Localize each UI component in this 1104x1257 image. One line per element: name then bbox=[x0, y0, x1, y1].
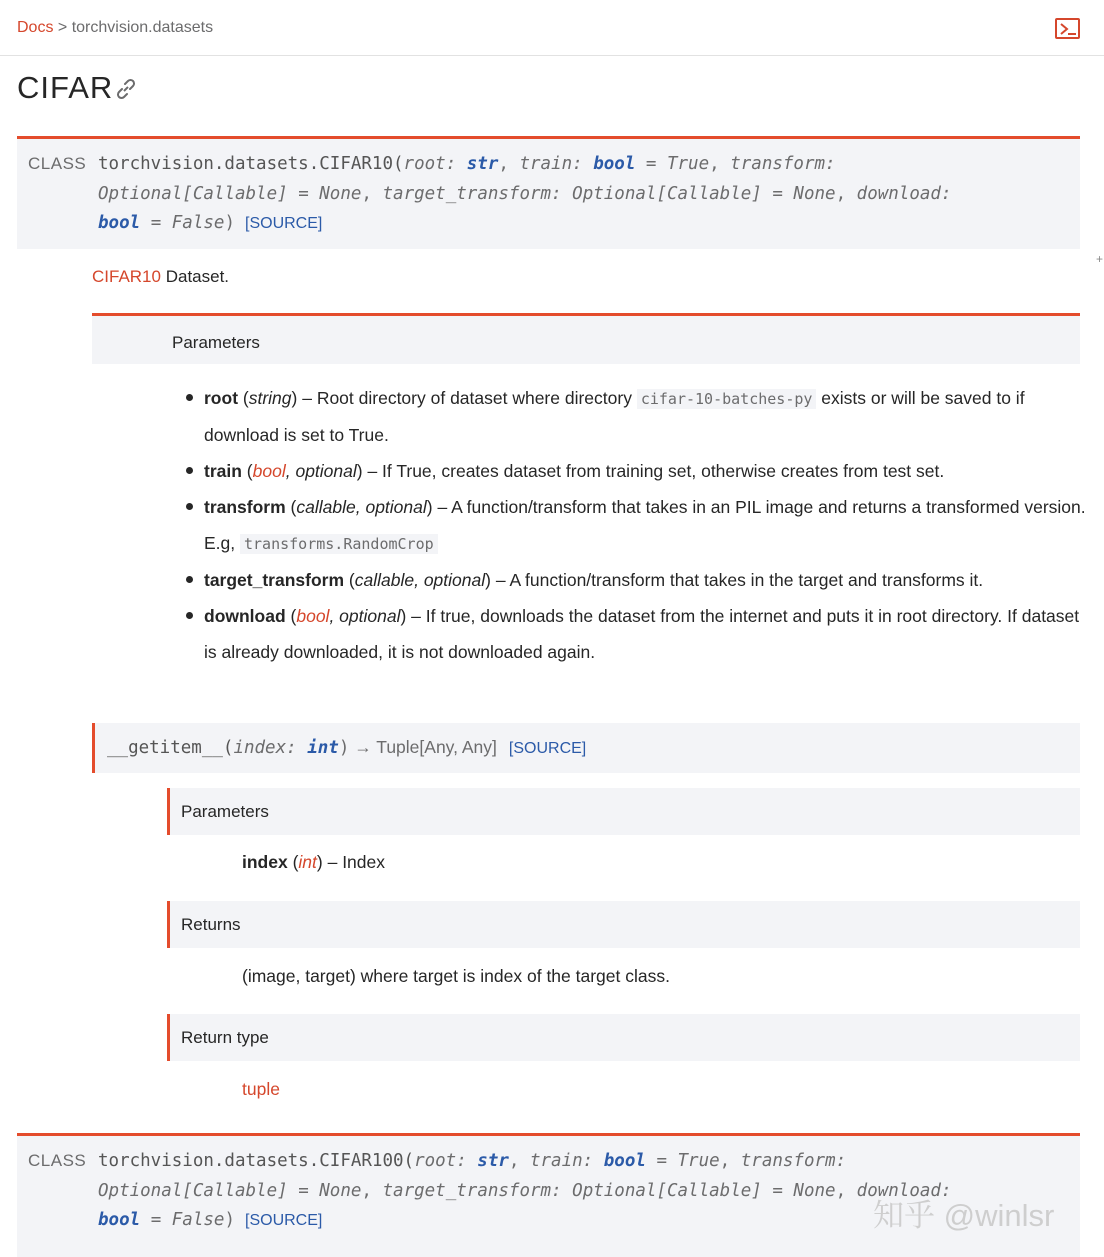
type-int: int bbox=[307, 738, 339, 758]
parameters-header bbox=[92, 313, 1080, 364]
source-link[interactable]: [SOURCE] bbox=[508, 740, 587, 757]
plus-marker: + bbox=[1096, 252, 1104, 266]
list-item: target_transform (callable, optional) – A function/transform that takes in the target and transforms it. bbox=[186, 562, 1086, 598]
param-name: download bbox=[204, 606, 286, 626]
returns-label: Returns bbox=[181, 915, 241, 934]
signature-line-2 bbox=[98, 1181, 951, 1201]
param-name: index bbox=[242, 852, 288, 872]
type-link[interactable]: bool bbox=[252, 461, 286, 481]
param-type: callable, optional bbox=[354, 570, 486, 590]
param-name: transform bbox=[204, 497, 286, 517]
getitem-signature bbox=[92, 723, 1080, 773]
cifar10-link[interactable]: CIFAR10 bbox=[92, 267, 161, 286]
param-type: , optional bbox=[329, 606, 401, 626]
sep: , bbox=[709, 154, 731, 174]
param-type: string bbox=[248, 388, 292, 408]
param-download: download: bbox=[856, 1181, 952, 1201]
default-true: = True bbox=[645, 1151, 720, 1171]
default-true: = True bbox=[635, 154, 710, 174]
sep: , bbox=[361, 1181, 383, 1201]
parameter-list bbox=[186, 380, 1086, 670]
default-none: = None bbox=[287, 1181, 362, 1201]
return-annotation: Tuple[Any, Any] bbox=[376, 737, 497, 757]
breadcrumb-bar bbox=[0, 0, 1104, 56]
sep: , bbox=[508, 1151, 530, 1171]
close-paren: ) bbox=[224, 1210, 235, 1230]
param-transform: transform: bbox=[730, 154, 836, 174]
returns-header bbox=[167, 901, 1080, 948]
close-paren: ) bbox=[338, 738, 350, 758]
link-icon[interactable] bbox=[113, 76, 139, 102]
source-link[interactable]: [SOURCE] bbox=[245, 215, 323, 232]
param-name: root bbox=[204, 388, 239, 408]
return-arrow: → bbox=[349, 737, 377, 757]
type-optional-callable: Optional[Callable] bbox=[572, 1181, 762, 1201]
param-type: callable, optional bbox=[296, 497, 427, 517]
list-item: transform (callable, optional) – A function/transform that takes in an PIL image and returns a transformed version. E.g, transforms.RandomCrop bbox=[186, 489, 1086, 562]
param-target-transform: target_transform: bbox=[382, 1181, 573, 1201]
terminal-toggle-button[interactable] bbox=[1055, 18, 1080, 39]
getitem-param: index (int) – Index bbox=[242, 852, 386, 872]
param-target-transform: target_transform: bbox=[382, 184, 573, 204]
list-item: train (bool, optional) – If True, creates dataset from training set, otherwise creates from test set. bbox=[186, 453, 1086, 489]
close-paren: ) bbox=[224, 213, 235, 233]
terminal-icon bbox=[1059, 22, 1077, 36]
param-name: train bbox=[204, 461, 242, 481]
signature-line-2 bbox=[98, 184, 951, 204]
signature-line-3 bbox=[98, 213, 322, 233]
sep: , bbox=[835, 1181, 857, 1201]
class-qualname: torchvision.datasets.CIFAR100( bbox=[98, 1151, 415, 1171]
param-type: , optional bbox=[285, 461, 357, 481]
sep: , bbox=[835, 184, 857, 204]
type-bool: bool bbox=[98, 213, 141, 233]
param-desc: – A function/transform that takes in an PIL image and returns a transformed version. E.g, bbox=[204, 497, 1086, 553]
param-desc: – A function/transform that takes in the target and transforms it. bbox=[490, 570, 984, 590]
param-name: target_transform bbox=[204, 570, 345, 590]
type-bool: bool bbox=[98, 1210, 141, 1230]
description-text: Dataset. bbox=[160, 267, 230, 286]
type-optional-callable: Optional[Callable] bbox=[572, 184, 762, 204]
inline-code: cifar-10-batches-py bbox=[637, 389, 817, 409]
param-desc: – If True, creates dataset from training set, otherwise creates from test set. bbox=[362, 461, 945, 481]
default-none: = None bbox=[761, 184, 836, 204]
default-none: = None bbox=[761, 1181, 836, 1201]
param-train: train: bbox=[519, 154, 594, 174]
method-name: __getitem__( bbox=[107, 738, 234, 758]
type-link[interactable]: bool bbox=[296, 606, 330, 626]
watermark: 知乎 @winlsr bbox=[873, 1198, 1055, 1233]
default-false: = False bbox=[140, 1210, 225, 1230]
paren: ) bbox=[291, 388, 298, 408]
signature-line-1 bbox=[98, 1151, 846, 1171]
breadcrumb-current: torchvision.datasets bbox=[71, 19, 214, 36]
cifar10-signature bbox=[17, 136, 1080, 249]
default-none: = None bbox=[287, 184, 362, 204]
param-desc: – Index bbox=[322, 852, 386, 872]
page-title: CIFAR bbox=[17, 70, 114, 105]
param-transform: transform: bbox=[740, 1151, 847, 1171]
parameters-label: Parameters bbox=[172, 333, 260, 352]
class-qualname: torchvision.datasets.CIFAR10( bbox=[98, 154, 404, 174]
param-root: root: bbox=[403, 154, 467, 174]
return-type-label: Return type bbox=[181, 1028, 269, 1047]
inline-code: transforms.RandomCrop bbox=[240, 534, 438, 554]
class-description bbox=[92, 267, 229, 287]
class-label: CLASS bbox=[28, 1151, 87, 1170]
returns-description: (image, target) where target is index of the target class. bbox=[242, 966, 670, 986]
default-false: = False bbox=[140, 213, 225, 233]
signature-line-3 bbox=[98, 1210, 322, 1230]
method-signature bbox=[107, 737, 586, 758]
param-desc: – Root directory of dataset where directory bbox=[297, 388, 637, 408]
breadcrumb-separator: > bbox=[57, 19, 68, 36]
breadcrumb bbox=[17, 19, 213, 37]
type-optional-callable: Optional[Callable] bbox=[98, 1181, 288, 1201]
type-str: str bbox=[466, 154, 499, 174]
type-bool: bool bbox=[603, 1151, 646, 1171]
sep: , bbox=[361, 184, 383, 204]
getitem-parameters-header bbox=[167, 788, 1080, 835]
sep: , bbox=[719, 1151, 741, 1171]
sep: , bbox=[498, 154, 520, 174]
param-desc: exists or will be saved to if download is set to True. bbox=[204, 388, 1025, 445]
return-type-link[interactable]: tuple bbox=[242, 1079, 280, 1099]
list-item bbox=[186, 380, 1086, 453]
class-label: CLASS bbox=[28, 154, 87, 173]
type-bool: bool bbox=[593, 154, 636, 174]
signature-line-1 bbox=[98, 154, 836, 174]
param-root: root: bbox=[414, 1151, 478, 1171]
breadcrumb-docs-link[interactable]: Docs bbox=[17, 19, 54, 36]
param-train: train: bbox=[529, 1151, 604, 1171]
param-download: download: bbox=[856, 184, 952, 204]
type-optional-callable: Optional[Callable] bbox=[98, 184, 288, 204]
parameters-label: Parameters bbox=[181, 802, 269, 821]
type-str: str bbox=[477, 1151, 509, 1171]
paren: ( bbox=[242, 388, 249, 408]
source-link[interactable]: [SOURCE] bbox=[245, 1212, 323, 1229]
param-index: index: bbox=[233, 738, 308, 758]
list-item: download (bool, optional) – If true, downloads the dataset from the internet and puts it in root directory. If dataset is already downloaded, it is not downloaded again. bbox=[186, 598, 1086, 670]
param-desc: – If true, downloads the dataset from the internet and puts it in root directory. If dataset is already downloaded, it is not downloaded again. bbox=[204, 606, 1080, 662]
return-type-header bbox=[167, 1014, 1080, 1061]
type-link[interactable]: int bbox=[298, 852, 317, 872]
